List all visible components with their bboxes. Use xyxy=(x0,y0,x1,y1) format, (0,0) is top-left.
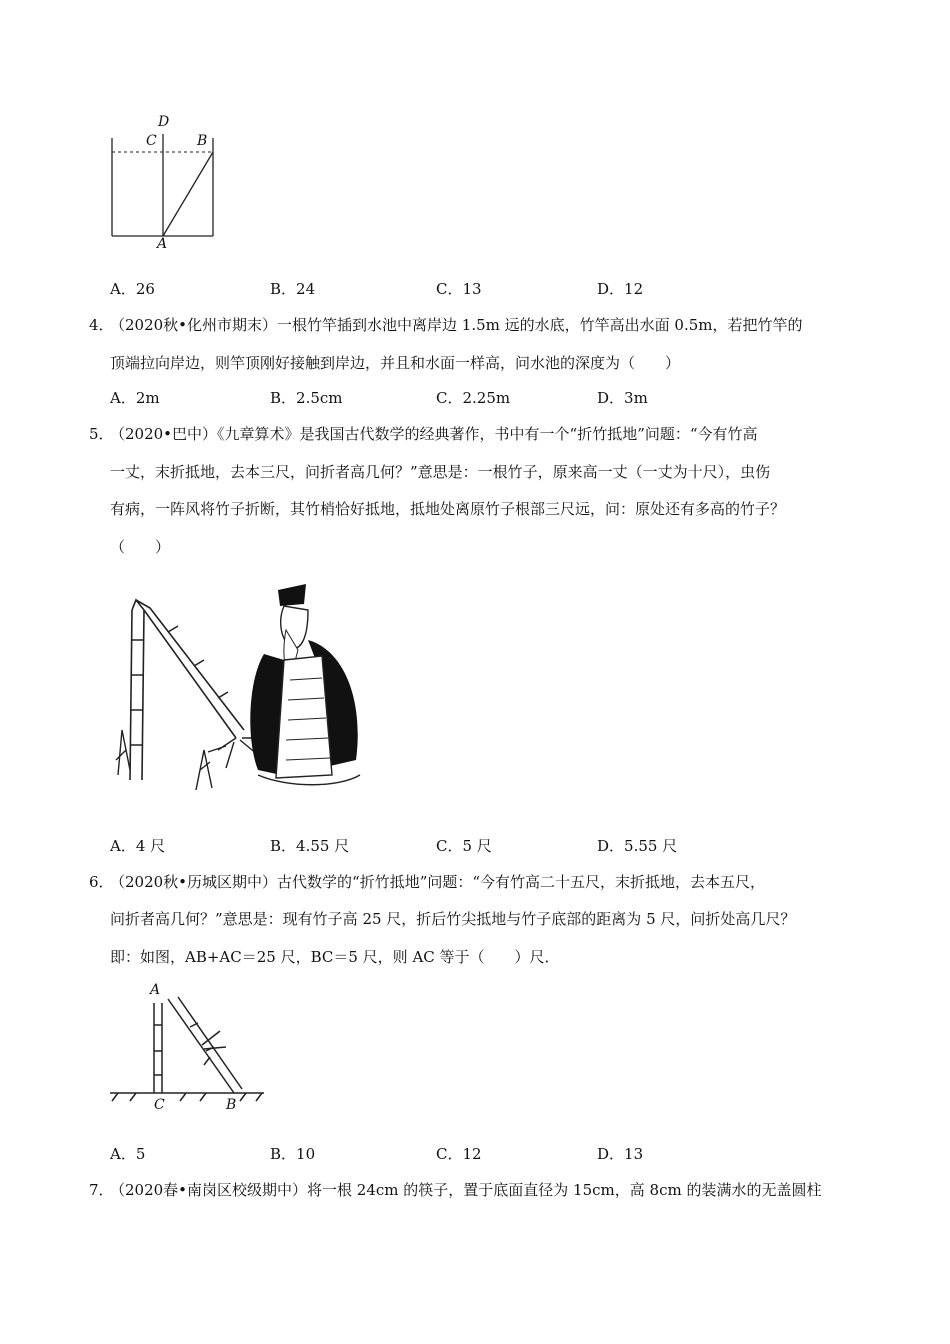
q6-text-line2: 问折者高几何？”意思是：现有竹子高 25 尺，折后竹尖抵地与竹子底部的距离为 5 尺，问折处高几尺？ xyxy=(110,910,796,928)
q4-text-line2: 顶端拉向岸边，则竿顶刚好接触到岸边，并且和水面一样高，问水池的深度为（ ） xyxy=(110,354,681,372)
ground-hatching xyxy=(112,1093,262,1101)
q5-text-line1: （2020•巴中）《九章算术》是我国古代数学的经典著作，书中有一个“折竹抵地”问题：“今有竹高 xyxy=(110,425,758,443)
q6-text-line1: （2020秋•历城区期中）古代数学的“折竹抵地”问题：“今有竹高二十五尺，末折抵地，去本五尺， xyxy=(110,873,766,891)
bamboo-stump xyxy=(130,600,144,780)
bamboo-broken-part xyxy=(136,600,244,738)
q6-option-a[interactable]: A．5 xyxy=(110,1145,146,1163)
scholar-figure xyxy=(250,584,360,785)
q3-option-a[interactable]: A．26 xyxy=(110,280,155,298)
q3-option-c[interactable]: C．13 xyxy=(436,280,482,298)
q7-number: 7． xyxy=(89,1181,114,1199)
fig1-label-b: B xyxy=(197,133,208,149)
broken-bamboo-figure xyxy=(106,985,276,1115)
q6-option-d[interactable]: D．13 xyxy=(597,1145,644,1163)
q5-text-line3: 有病，一阵风将竹子折断，其竹梢恰好抵地，抵地处离原竹子根部三尺远，问：原处还有多高的竹子？ xyxy=(110,500,786,518)
pole-ab xyxy=(163,152,213,236)
q7-text-line1: （2020春•南岗区校级期中）将一根 24cm 的筷子，置于底面直径为 15cm，高 8cm 的装满水的无盖圆柱 xyxy=(110,1181,822,1199)
q5-option-b[interactable]: B．4.55 尺 xyxy=(270,837,350,855)
fig1-label-d: D xyxy=(158,114,170,130)
q5-option-c[interactable]: C．5 尺 xyxy=(436,837,492,855)
bamboo-leaning xyxy=(168,997,242,1093)
q4-text-line1: （2020秋•化州市期末）一根竹竿插到水池中离岸边 1.5m 远的水底，竹竿高出水面 0.5m，若把竹竿的 xyxy=(110,316,803,334)
q6-option-b[interactable]: B．10 xyxy=(270,1145,316,1163)
fig1-label-a: A xyxy=(157,236,168,252)
q5-text-line2: 一丈，末折抵地，去本三尺，问折者高几何？”意思是：一根竹子，原来高一丈（一丈为十尺），虫伤 xyxy=(110,463,771,481)
q5-text-line4: （ ） xyxy=(110,538,171,556)
q4-option-b[interactable]: B．2.5cm xyxy=(270,389,343,407)
q5-number: 5． xyxy=(89,425,114,443)
q4-number: 4． xyxy=(89,316,114,334)
q3-option-b[interactable]: B．24 xyxy=(270,280,316,298)
q3-option-d[interactable]: D．12 xyxy=(597,280,644,298)
q5-option-d[interactable]: D．5.55 尺 xyxy=(597,837,678,855)
fig6-label-a: A xyxy=(150,982,161,998)
q4-option-d[interactable]: D．3m xyxy=(597,389,648,407)
q6-text-line3: 即：如图，AB+AC＝25 尺，BC＝5 尺，则 AC 等于（ ）尺． xyxy=(110,948,560,966)
q6-number: 6． xyxy=(89,873,114,891)
q4-option-a[interactable]: A．2m xyxy=(110,389,160,407)
pool-figure xyxy=(100,112,230,252)
fig1-label-c: C xyxy=(146,133,157,149)
q4-option-c[interactable]: C．2.25m xyxy=(436,389,511,407)
bamboo-scholar-illustration xyxy=(108,570,368,800)
fig6-label-c: C xyxy=(154,1097,165,1113)
fig6-label-b: B xyxy=(226,1097,237,1113)
q6-option-c[interactable]: C．12 xyxy=(436,1145,482,1163)
bamboo-vertical xyxy=(154,1003,162,1093)
q5-option-a[interactable]: A．4 尺 xyxy=(110,837,166,855)
